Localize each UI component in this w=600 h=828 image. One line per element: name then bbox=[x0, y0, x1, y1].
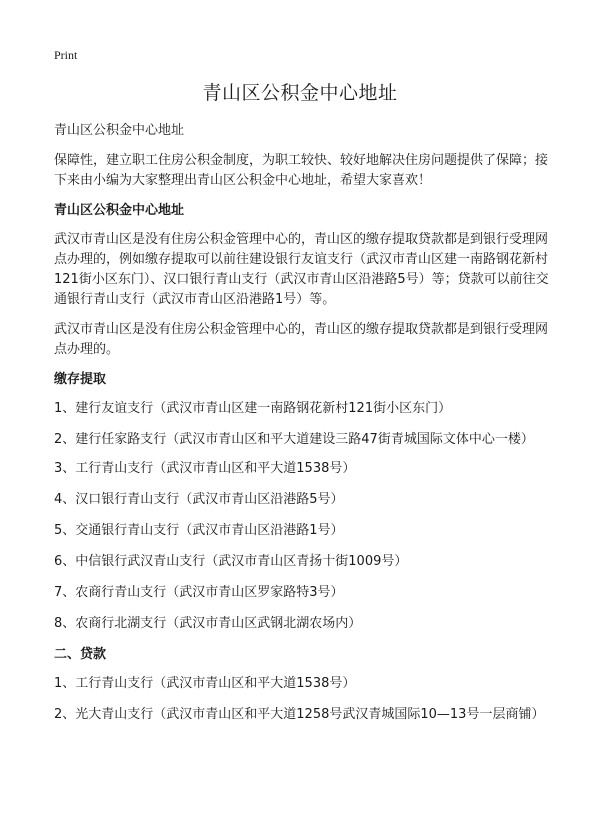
deposit-item-2: 2、建行任家路支行（武汉市青山区和平大道建设三路47街青城国际文体中心一楼） bbox=[54, 432, 534, 447]
deposit-item-7: 7、农商行青山支行（武汉市青山区罗家路特3号） bbox=[54, 585, 344, 600]
deposit-item-1: 1、建行友谊支行（武汉市青山区建一南路钢花新村121街小区东门） bbox=[54, 401, 452, 416]
article-subtitle: 青山区公积金中心地址 bbox=[54, 123, 185, 138]
loan-heading: 二、贷款 bbox=[54, 647, 107, 662]
body-paragraph-1: 武汉市青山区是没有住房公积金管理中心的，青山区的缴存提取贷款都是到银行受理网点办理的，例如缴存提取可以前往建设银行友谊支行（武汉市青山区建一南路钢花新村121街小区东门）、汉口银行青山支行（武汉市青山区沿港路5号）等；贷款可以前往交通银行青山支行（武汉市青山区沿港路1号）等。 bbox=[54, 232, 549, 307]
deposit-item-6: 6、中信银行武汉青山支行（武汉市青山区青扬十街1009号） bbox=[54, 554, 408, 569]
deposit-item-5: 5、交通银行青山支行（武汉市青山区沿港路1号） bbox=[54, 523, 344, 538]
print-link[interactable]: Print bbox=[54, 48, 78, 62]
intro-paragraph: 保障性，建立职工住房公积金制度，为职工较快、较好地解决住房问题提供了保障；接下来由小编为大家整理出青山区公积金中心地址，希望大家喜欢！ bbox=[54, 153, 549, 188]
deposit-item-3: 3、工行青山支行（武汉市青山区和平大道1538号） bbox=[54, 461, 356, 476]
deposit-item-8: 8、农商行北湖支行（武汉市青山区武钢北湖农场内） bbox=[54, 616, 362, 631]
page-title: 青山区公积金中心地址 bbox=[202, 82, 398, 104]
section-heading: 青山区公积金中心地址 bbox=[54, 203, 185, 218]
loan-item-1: 1、工行青山支行（武汉市青山区和平大道1538号） bbox=[54, 676, 356, 691]
article-body bbox=[54, 121, 551, 734]
body-paragraph-2: 武汉市青山区是没有住房公积金管理中心的，青山区的缴存提取贷款都是到银行受理网点办理的。 bbox=[54, 322, 549, 357]
deposit-item-4: 4、汉口银行青山支行（武汉市青山区沿港路5号） bbox=[54, 492, 344, 507]
loan-item-2: 2、光大青山支行（武汉市青山区和平大道1258号武汉青城国际10—13号一层商铺） bbox=[54, 707, 545, 722]
deposit-heading: 缴存提取 bbox=[54, 372, 107, 387]
